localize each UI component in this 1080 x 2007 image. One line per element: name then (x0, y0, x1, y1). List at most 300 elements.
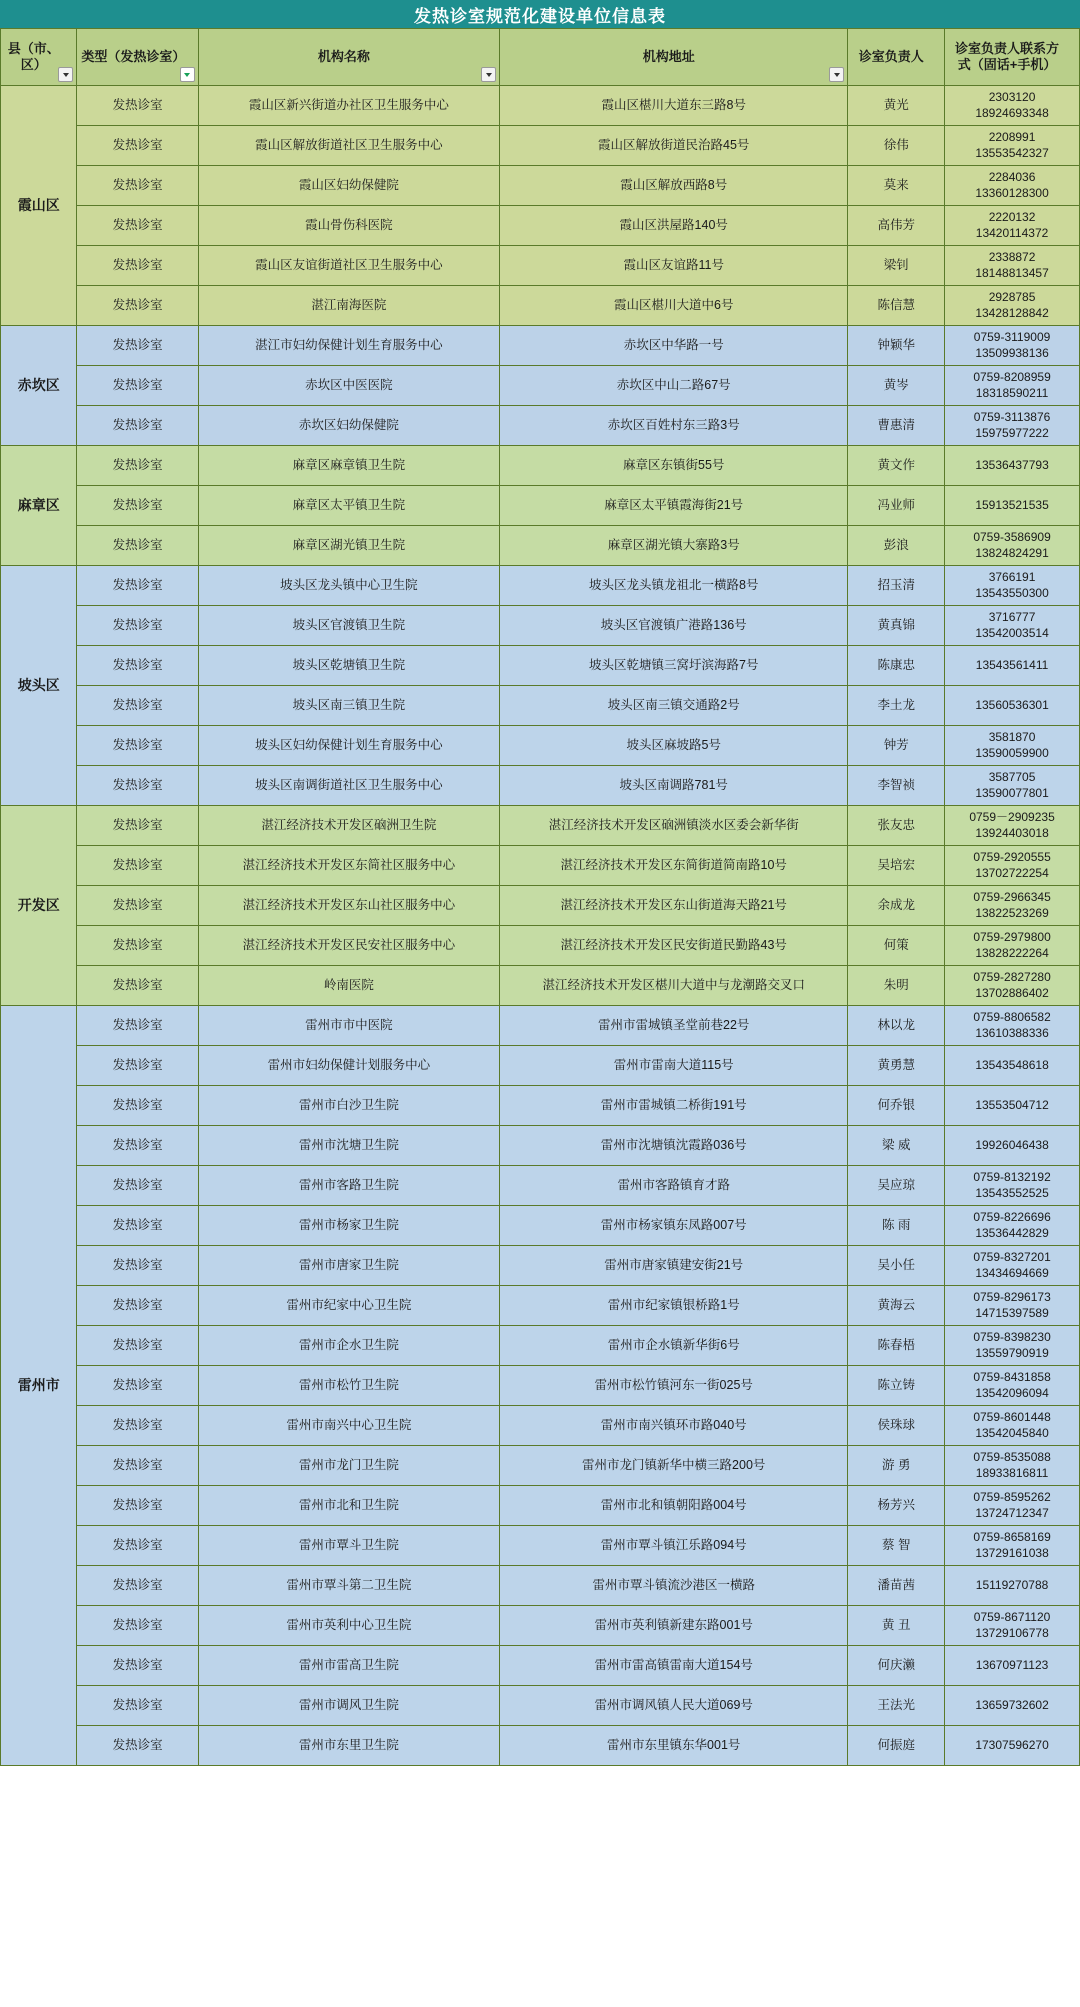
type-cell: 发热诊室 (77, 566, 198, 606)
person-cell: 黄海云 (848, 1286, 945, 1326)
org-name-cell: 湛江经济技术开发区东山社区服务中心 (198, 886, 499, 926)
person-cell: 朱明 (848, 966, 945, 1006)
region-cell: 雷州市 (1, 1006, 77, 1766)
table-row (1, 286, 1080, 326)
contact-line: 0759-8535088 (973, 1449, 1051, 1464)
type-cell: 发热诊室 (77, 366, 198, 406)
person-cell: 黄勇慧 (848, 1046, 945, 1086)
person-cell: 梁钊 (848, 246, 945, 286)
org-name-cell: 雷州市白沙卫生院 (198, 1086, 499, 1126)
person-cell: 张友忠 (848, 806, 945, 846)
table-row (1, 1286, 1080, 1326)
contact-line: 15119270788 (975, 1577, 1049, 1592)
contact-cell (945, 206, 1080, 246)
contact-line: 0759-8132192 (973, 1169, 1051, 1184)
table-row (1, 166, 1080, 206)
table-row (1, 1046, 1080, 1086)
contact-line: 0759-8431858 (973, 1369, 1051, 1384)
contact-cell (945, 1726, 1080, 1766)
type-cell: 发热诊室 (77, 526, 198, 566)
type-cell: 发热诊室 (77, 886, 198, 926)
org-name-cell: 湛江经济技术开发区硇洲卫生院 (198, 806, 499, 846)
contact-line: 13543552525 (975, 1185, 1049, 1200)
table-row (1, 326, 1080, 366)
contact-cell (945, 126, 1080, 166)
contact-line: 0759-3586909 (973, 529, 1051, 544)
org-address-cell: 湛江经济技术开发区椹川大道中与龙潮路交叉口 (500, 966, 848, 1006)
contact-line: 13543550300 (975, 585, 1049, 600)
person-cell: 徐伟 (848, 126, 945, 166)
type-cell: 发热诊室 (77, 766, 198, 806)
contact-line: 13590059900 (975, 745, 1049, 760)
org-address-cell: 雷州市松竹镇河东一街025号 (500, 1366, 848, 1406)
contact-line: 2208991 (988, 129, 1036, 144)
contact-line: 13360128300 (975, 185, 1049, 200)
org-address-cell: 霞山区友谊路11号 (500, 246, 848, 286)
table-row (1, 926, 1080, 966)
contact-line: 17307596270 (975, 1737, 1049, 1752)
org-name-cell: 霞山区友谊街道社区卫生服务中心 (198, 246, 499, 286)
org-address-cell: 雷州市龙门镇新华中横三路200号 (500, 1446, 848, 1486)
org-address-cell: 雷州市调风镇人民大道069号 (500, 1686, 848, 1726)
contact-line: 13553504712 (975, 1097, 1049, 1112)
person-cell: 黄岑 (848, 366, 945, 406)
org-name-cell: 坡头区龙头镇中心卫生院 (198, 566, 499, 606)
contact-line: 13702886402 (975, 985, 1049, 1000)
contact-line: 3716777 (988, 609, 1036, 624)
contact-line: 13420114372 (975, 225, 1049, 240)
org-name-cell: 坡头区乾塘镇卫生院 (198, 646, 499, 686)
person-cell: 潘苗茜 (848, 1566, 945, 1606)
table-row (1, 446, 1080, 486)
contact-line: 13729161038 (975, 1545, 1049, 1560)
contact-line: 13542003514 (975, 625, 1049, 640)
contact-cell (945, 406, 1080, 446)
contact-line: 18148813457 (975, 265, 1049, 280)
contact-line: 0759-8595262 (973, 1489, 1051, 1504)
person-cell: 王法光 (848, 1686, 945, 1726)
region-cell: 麻章区 (1, 446, 77, 566)
org-address-cell: 霞山区洪屋路140号 (500, 206, 848, 246)
filter-icon-region[interactable] (58, 67, 73, 82)
contact-line: 13509938136 (975, 345, 1049, 360)
person-cell: 何振庭 (848, 1726, 945, 1766)
person-cell: 陈立铸 (848, 1366, 945, 1406)
type-cell: 发热诊室 (77, 686, 198, 726)
contact-line: 18318590211 (975, 385, 1049, 400)
table-row (1, 366, 1080, 406)
person-cell: 招玉清 (848, 566, 945, 606)
org-name-cell: 雷州市雷高卫生院 (198, 1646, 499, 1686)
table-row (1, 726, 1080, 766)
org-name-cell: 湛江市妇幼保健计划生育服务中心 (198, 326, 499, 366)
contact-cell (945, 1206, 1080, 1246)
org-address-cell: 雷州市北和镇朝阳路004号 (500, 1486, 848, 1526)
column-header-contact: 诊室负责人联系方式（固话+手机） (945, 29, 1080, 86)
contact-line: 13559790919 (975, 1345, 1049, 1360)
contact-line: 13729106778 (975, 1625, 1049, 1640)
person-cell: 李土龙 (848, 686, 945, 726)
type-cell: 发热诊室 (77, 1126, 198, 1166)
table-row (1, 86, 1080, 126)
org-address-cell: 雷州市唐家镇建安街21号 (500, 1246, 848, 1286)
org-address-cell: 雷州市沈塘镇沈霞路036号 (500, 1126, 848, 1166)
contact-line: 0759-3119009 (973, 329, 1051, 344)
contact-line: 13428128842 (975, 305, 1049, 320)
contact-line: 13543561411 (975, 657, 1049, 672)
org-address-cell: 坡头区南调路781号 (500, 766, 848, 806)
org-address-cell: 霞山区解放西路8号 (500, 166, 848, 206)
contact-line: 0759-8658169 (973, 1529, 1051, 1544)
org-name-cell: 雷州市调风卫生院 (198, 1686, 499, 1726)
org-address-cell: 麻章区太平镇霞海街21号 (500, 486, 848, 526)
contact-cell (945, 1526, 1080, 1566)
table-row (1, 846, 1080, 886)
person-cell: 梁 威 (848, 1126, 945, 1166)
contact-cell (945, 1686, 1080, 1726)
table-row (1, 1206, 1080, 1246)
type-cell: 发热诊室 (77, 1686, 198, 1726)
contact-cell (945, 326, 1080, 366)
org-name-cell: 雷州市沈塘卫生院 (198, 1126, 499, 1166)
contact-cell (945, 726, 1080, 766)
org-address-cell: 雷州市英利镇新建东路001号 (500, 1606, 848, 1646)
contact-line: 13610388336 (975, 1025, 1049, 1040)
contact-line: 13543548618 (975, 1057, 1049, 1072)
contact-line: 18933816811 (975, 1465, 1049, 1480)
table-row (1, 1326, 1080, 1366)
type-cell: 发热诊室 (77, 326, 198, 366)
contact-cell (945, 926, 1080, 966)
org-address-cell: 坡头区麻坡路5号 (500, 726, 848, 766)
person-cell: 侯珠球 (848, 1406, 945, 1446)
contact-line: 13536437793 (975, 457, 1049, 472)
type-cell: 发热诊室 (77, 1086, 198, 1126)
region-cell: 坡头区 (1, 566, 77, 806)
org-name-cell: 湛江经济技术开发区东简社区服务中心 (198, 846, 499, 886)
table-row (1, 886, 1080, 926)
table-row (1, 646, 1080, 686)
contact-cell (945, 606, 1080, 646)
contact-cell (945, 566, 1080, 606)
org-name-cell: 雷州市松竹卫生院 (198, 1366, 499, 1406)
person-cell: 曹惠清 (848, 406, 945, 446)
table-row (1, 766, 1080, 806)
org-name-cell: 雷州市唐家卫生院 (198, 1246, 499, 1286)
person-cell: 林以龙 (848, 1006, 945, 1046)
contact-line: 0759-8208959 (973, 369, 1051, 384)
org-name-cell: 雷州市杨家卫生院 (198, 1206, 499, 1246)
org-address-cell: 雷州市客路镇育才路 (500, 1166, 848, 1206)
contact-cell (945, 1286, 1080, 1326)
contact-line: 18924693348 (975, 105, 1049, 120)
table-row (1, 1166, 1080, 1206)
org-address-cell: 雷州市覃斗镇江乐路094号 (500, 1526, 848, 1566)
table-row (1, 126, 1080, 166)
table-row (1, 566, 1080, 606)
org-address-cell: 雷州市纪家镇银桥路1号 (500, 1286, 848, 1326)
type-cell: 发热诊室 (77, 1526, 198, 1566)
org-address-cell: 雷州市雷高镇雷南大道154号 (500, 1646, 848, 1686)
type-cell: 发热诊室 (77, 646, 198, 686)
table-body (1, 86, 1080, 1766)
person-cell: 吴小任 (848, 1246, 945, 1286)
person-cell: 陈信慧 (848, 286, 945, 326)
org-address-cell: 湛江经济技术开发区东简街道简南路10号 (500, 846, 848, 886)
person-cell: 黄光 (848, 86, 945, 126)
contact-cell (945, 646, 1080, 686)
org-address-cell: 坡头区南三镇交通路2号 (500, 686, 848, 726)
contact-line: 13924403018 (975, 825, 1049, 840)
org-name-cell: 雷州市英利中心卫生院 (198, 1606, 499, 1646)
contact-line: 13659732602 (975, 1697, 1049, 1712)
type-cell: 发热诊室 (77, 1606, 198, 1646)
page-title: 发热诊室规范化建设单位信息表 (414, 6, 666, 26)
contact-line: 0759-2966345 (973, 889, 1051, 904)
contact-line: 2284036 (988, 169, 1036, 184)
table-row (1, 1006, 1080, 1046)
type-cell: 发热诊室 (77, 1486, 198, 1526)
table-row (1, 1526, 1080, 1566)
filter-icon-address[interactable] (829, 67, 844, 82)
contact-cell (945, 806, 1080, 846)
contact-line: 15975977222 (975, 425, 1049, 440)
contact-cell (945, 766, 1080, 806)
org-name-cell: 雷州市龙门卫生院 (198, 1446, 499, 1486)
table-row (1, 1686, 1080, 1726)
contact-cell (945, 966, 1080, 1006)
contact-cell (945, 1006, 1080, 1046)
org-address-cell: 赤坎区百姓村东三路3号 (500, 406, 848, 446)
type-cell: 发热诊室 (77, 126, 198, 166)
table-row (1, 686, 1080, 726)
contact-line: 13702722254 (975, 865, 1049, 880)
person-cell: 何乔银 (848, 1086, 945, 1126)
type-cell: 发热诊室 (77, 1246, 198, 1286)
contact-line: 13434694669 (975, 1265, 1049, 1280)
person-cell: 蔡 智 (848, 1526, 945, 1566)
org-address-cell: 霞山区解放街道民治路45号 (500, 126, 848, 166)
contact-line: 0759-8398230 (973, 1329, 1051, 1344)
table-row (1, 966, 1080, 1006)
person-cell: 钟芳 (848, 726, 945, 766)
contact-line: 0759-8226696 (973, 1209, 1051, 1224)
table-row (1, 1086, 1080, 1126)
type-cell: 发热诊室 (77, 1206, 198, 1246)
org-name-cell: 雷州市南兴中心卫生院 (198, 1406, 499, 1446)
table-row (1, 1126, 1080, 1166)
org-name-cell: 雷州市企水卫生院 (198, 1326, 499, 1366)
org-name-cell: 雷州市覃斗第二卫生院 (198, 1566, 499, 1606)
type-cell: 发热诊室 (77, 446, 198, 486)
contact-cell (945, 1446, 1080, 1486)
contact-line: 0759-8806582 (973, 1009, 1051, 1024)
contact-line: 13590077801 (975, 785, 1049, 800)
person-cell: 黄真锦 (848, 606, 945, 646)
type-cell: 发热诊室 (77, 246, 198, 286)
contact-line: 14715397589 (975, 1305, 1049, 1320)
table-head (1, 29, 1080, 86)
person-cell: 吴应琼 (848, 1166, 945, 1206)
person-cell: 吴培宏 (848, 846, 945, 886)
org-name-cell: 霞山骨伤科医院 (198, 206, 499, 246)
org-name-cell: 霞山区新兴街道办社区卫生服务中心 (198, 86, 499, 126)
contact-line: 0759-3113876 (973, 409, 1051, 424)
filter-icon-type[interactable] (180, 67, 195, 82)
org-address-cell: 雷州市覃斗镇流沙港区一横路 (500, 1566, 848, 1606)
contact-line: 13824824291 (975, 545, 1049, 560)
person-cell: 黄 丑 (848, 1606, 945, 1646)
type-cell: 发热诊室 (77, 1726, 198, 1766)
type-cell: 发热诊室 (77, 166, 198, 206)
contact-cell (945, 846, 1080, 886)
contact-cell (945, 686, 1080, 726)
org-address-cell: 雷州市东里镇东华001号 (500, 1726, 848, 1766)
org-address-cell: 赤坎区中山二路67号 (500, 366, 848, 406)
contact-line: 13670971123 (975, 1657, 1049, 1672)
contact-line: 0759-2827280 (973, 969, 1051, 984)
contact-cell (945, 1166, 1080, 1206)
document-title-bar (0, 0, 1080, 28)
type-cell: 发热诊室 (77, 926, 198, 966)
org-address-cell: 雷州市雷城镇二桥街191号 (500, 1086, 848, 1126)
org-address-cell: 湛江经济技术开发区硇洲镇淡水区委会新华街 (500, 806, 848, 846)
org-address-cell: 湛江经济技术开发区东山街道海天路21号 (500, 886, 848, 926)
type-cell: 发热诊室 (77, 1166, 198, 1206)
contact-cell (945, 1326, 1080, 1366)
org-address-cell: 麻章区湖光镇大寨路3号 (500, 526, 848, 566)
contact-line: 0759-8296173 (973, 1289, 1051, 1304)
person-cell: 陈 雨 (848, 1206, 945, 1246)
table-header-row (1, 29, 1080, 86)
type-cell: 发热诊室 (77, 1446, 198, 1486)
contact-cell (945, 246, 1080, 286)
table-row (1, 246, 1080, 286)
person-cell: 陈春梧 (848, 1326, 945, 1366)
type-cell: 发热诊室 (77, 86, 198, 126)
org-name-cell: 雷州市覃斗卫生院 (198, 1526, 499, 1566)
table-row (1, 1366, 1080, 1406)
type-cell: 发热诊室 (77, 846, 198, 886)
contact-cell (945, 1366, 1080, 1406)
person-cell: 何庆濑 (848, 1646, 945, 1686)
type-cell: 发热诊室 (77, 406, 198, 446)
contact-line: 3581870 (988, 729, 1036, 744)
type-cell: 发热诊室 (77, 806, 198, 846)
person-cell: 钟颖华 (848, 326, 945, 366)
org-name-cell: 雷州市客路卫生院 (198, 1166, 499, 1206)
table-row (1, 1486, 1080, 1526)
table-row (1, 1606, 1080, 1646)
column-header-region: 县（市、区） (1, 29, 77, 86)
region-cell: 开发区 (1, 806, 77, 1006)
org-name-cell: 雷州市北和卫生院 (198, 1486, 499, 1526)
person-cell: 李智祯 (848, 766, 945, 806)
org-name-cell: 坡头区南调街道社区卫生服务中心 (198, 766, 499, 806)
contact-cell (945, 526, 1080, 566)
table-row (1, 1726, 1080, 1766)
type-cell: 发热诊室 (77, 1046, 198, 1086)
contact-cell (945, 1046, 1080, 1086)
org-name-cell: 霞山区妇幼保健院 (198, 166, 499, 206)
org-address-cell: 麻章区东镇街55号 (500, 446, 848, 486)
contact-cell (945, 1126, 1080, 1166)
contact-line: 13724712347 (975, 1505, 1049, 1520)
person-cell: 莫来 (848, 166, 945, 206)
org-name-cell: 雷州市妇幼保健计划服务中心 (198, 1046, 499, 1086)
org-name-cell: 湛江南海医院 (198, 286, 499, 326)
contact-cell (945, 486, 1080, 526)
contact-line: 15913521535 (975, 497, 1049, 512)
contact-line: 0759-8671120 (973, 1609, 1051, 1624)
contact-line: 0759-8327201 (973, 1249, 1051, 1264)
contact-cell (945, 1406, 1080, 1446)
type-cell: 发热诊室 (77, 1566, 198, 1606)
contact-cell (945, 1566, 1080, 1606)
org-name-cell: 雷州市纪家中心卫生院 (198, 1286, 499, 1326)
person-cell: 高伟芳 (848, 206, 945, 246)
contact-cell (945, 366, 1080, 406)
contact-line: 2928785 (988, 289, 1036, 304)
table-row (1, 486, 1080, 526)
type-cell: 发热诊室 (77, 966, 198, 1006)
region-cell: 霞山区 (1, 86, 77, 326)
org-name-cell: 麻章区太平镇卫生院 (198, 486, 499, 526)
contact-line: 3766191 (988, 569, 1036, 584)
table-row (1, 526, 1080, 566)
type-cell: 发热诊室 (77, 206, 198, 246)
table-row (1, 1406, 1080, 1446)
table-row (1, 606, 1080, 646)
type-cell: 发热诊室 (77, 486, 198, 526)
table-row (1, 1566, 1080, 1606)
contact-line: 3587705 (988, 769, 1036, 784)
org-name-cell: 赤坎区妇幼保健院 (198, 406, 499, 446)
org-name-cell: 坡头区妇幼保健计划生育服务中心 (198, 726, 499, 766)
table-row (1, 1246, 1080, 1286)
person-cell: 杨芳兴 (848, 1486, 945, 1526)
contact-line: 0759－2909235 (969, 809, 1055, 824)
org-name-cell: 岭南医院 (198, 966, 499, 1006)
org-address-cell: 坡头区乾塘镇三窝圩滨海路7号 (500, 646, 848, 686)
contact-line: 13553542327 (975, 145, 1049, 160)
person-cell: 余成龙 (848, 886, 945, 926)
column-header-org: 机构名称 (198, 29, 499, 86)
type-cell: 发热诊室 (77, 1326, 198, 1366)
contact-line: 2303120 (988, 89, 1036, 104)
table-row (1, 206, 1080, 246)
type-cell: 发热诊室 (77, 286, 198, 326)
contact-line: 13542045840 (975, 1425, 1049, 1440)
table-row (1, 1646, 1080, 1686)
contact-line: 19926046438 (975, 1137, 1049, 1152)
contact-cell (945, 1246, 1080, 1286)
contact-line: 13542096094 (975, 1385, 1049, 1400)
column-header-address: 机构地址 (500, 29, 848, 86)
org-address-cell: 赤坎区中华路一号 (500, 326, 848, 366)
org-address-cell: 湛江经济技术开发区民安街道民勤路43号 (500, 926, 848, 966)
contact-line: 13822523269 (975, 905, 1049, 920)
contact-cell (945, 1646, 1080, 1686)
type-cell: 发热诊室 (77, 1286, 198, 1326)
contact-line: 2338872 (988, 249, 1036, 264)
contact-line: 13560536301 (975, 697, 1049, 712)
org-name-cell: 麻章区麻章镇卫生院 (198, 446, 499, 486)
person-cell: 游 勇 (848, 1446, 945, 1486)
filter-icon-org[interactable] (481, 67, 496, 82)
org-name-cell: 赤坎区中医医院 (198, 366, 499, 406)
type-cell: 发热诊室 (77, 726, 198, 766)
